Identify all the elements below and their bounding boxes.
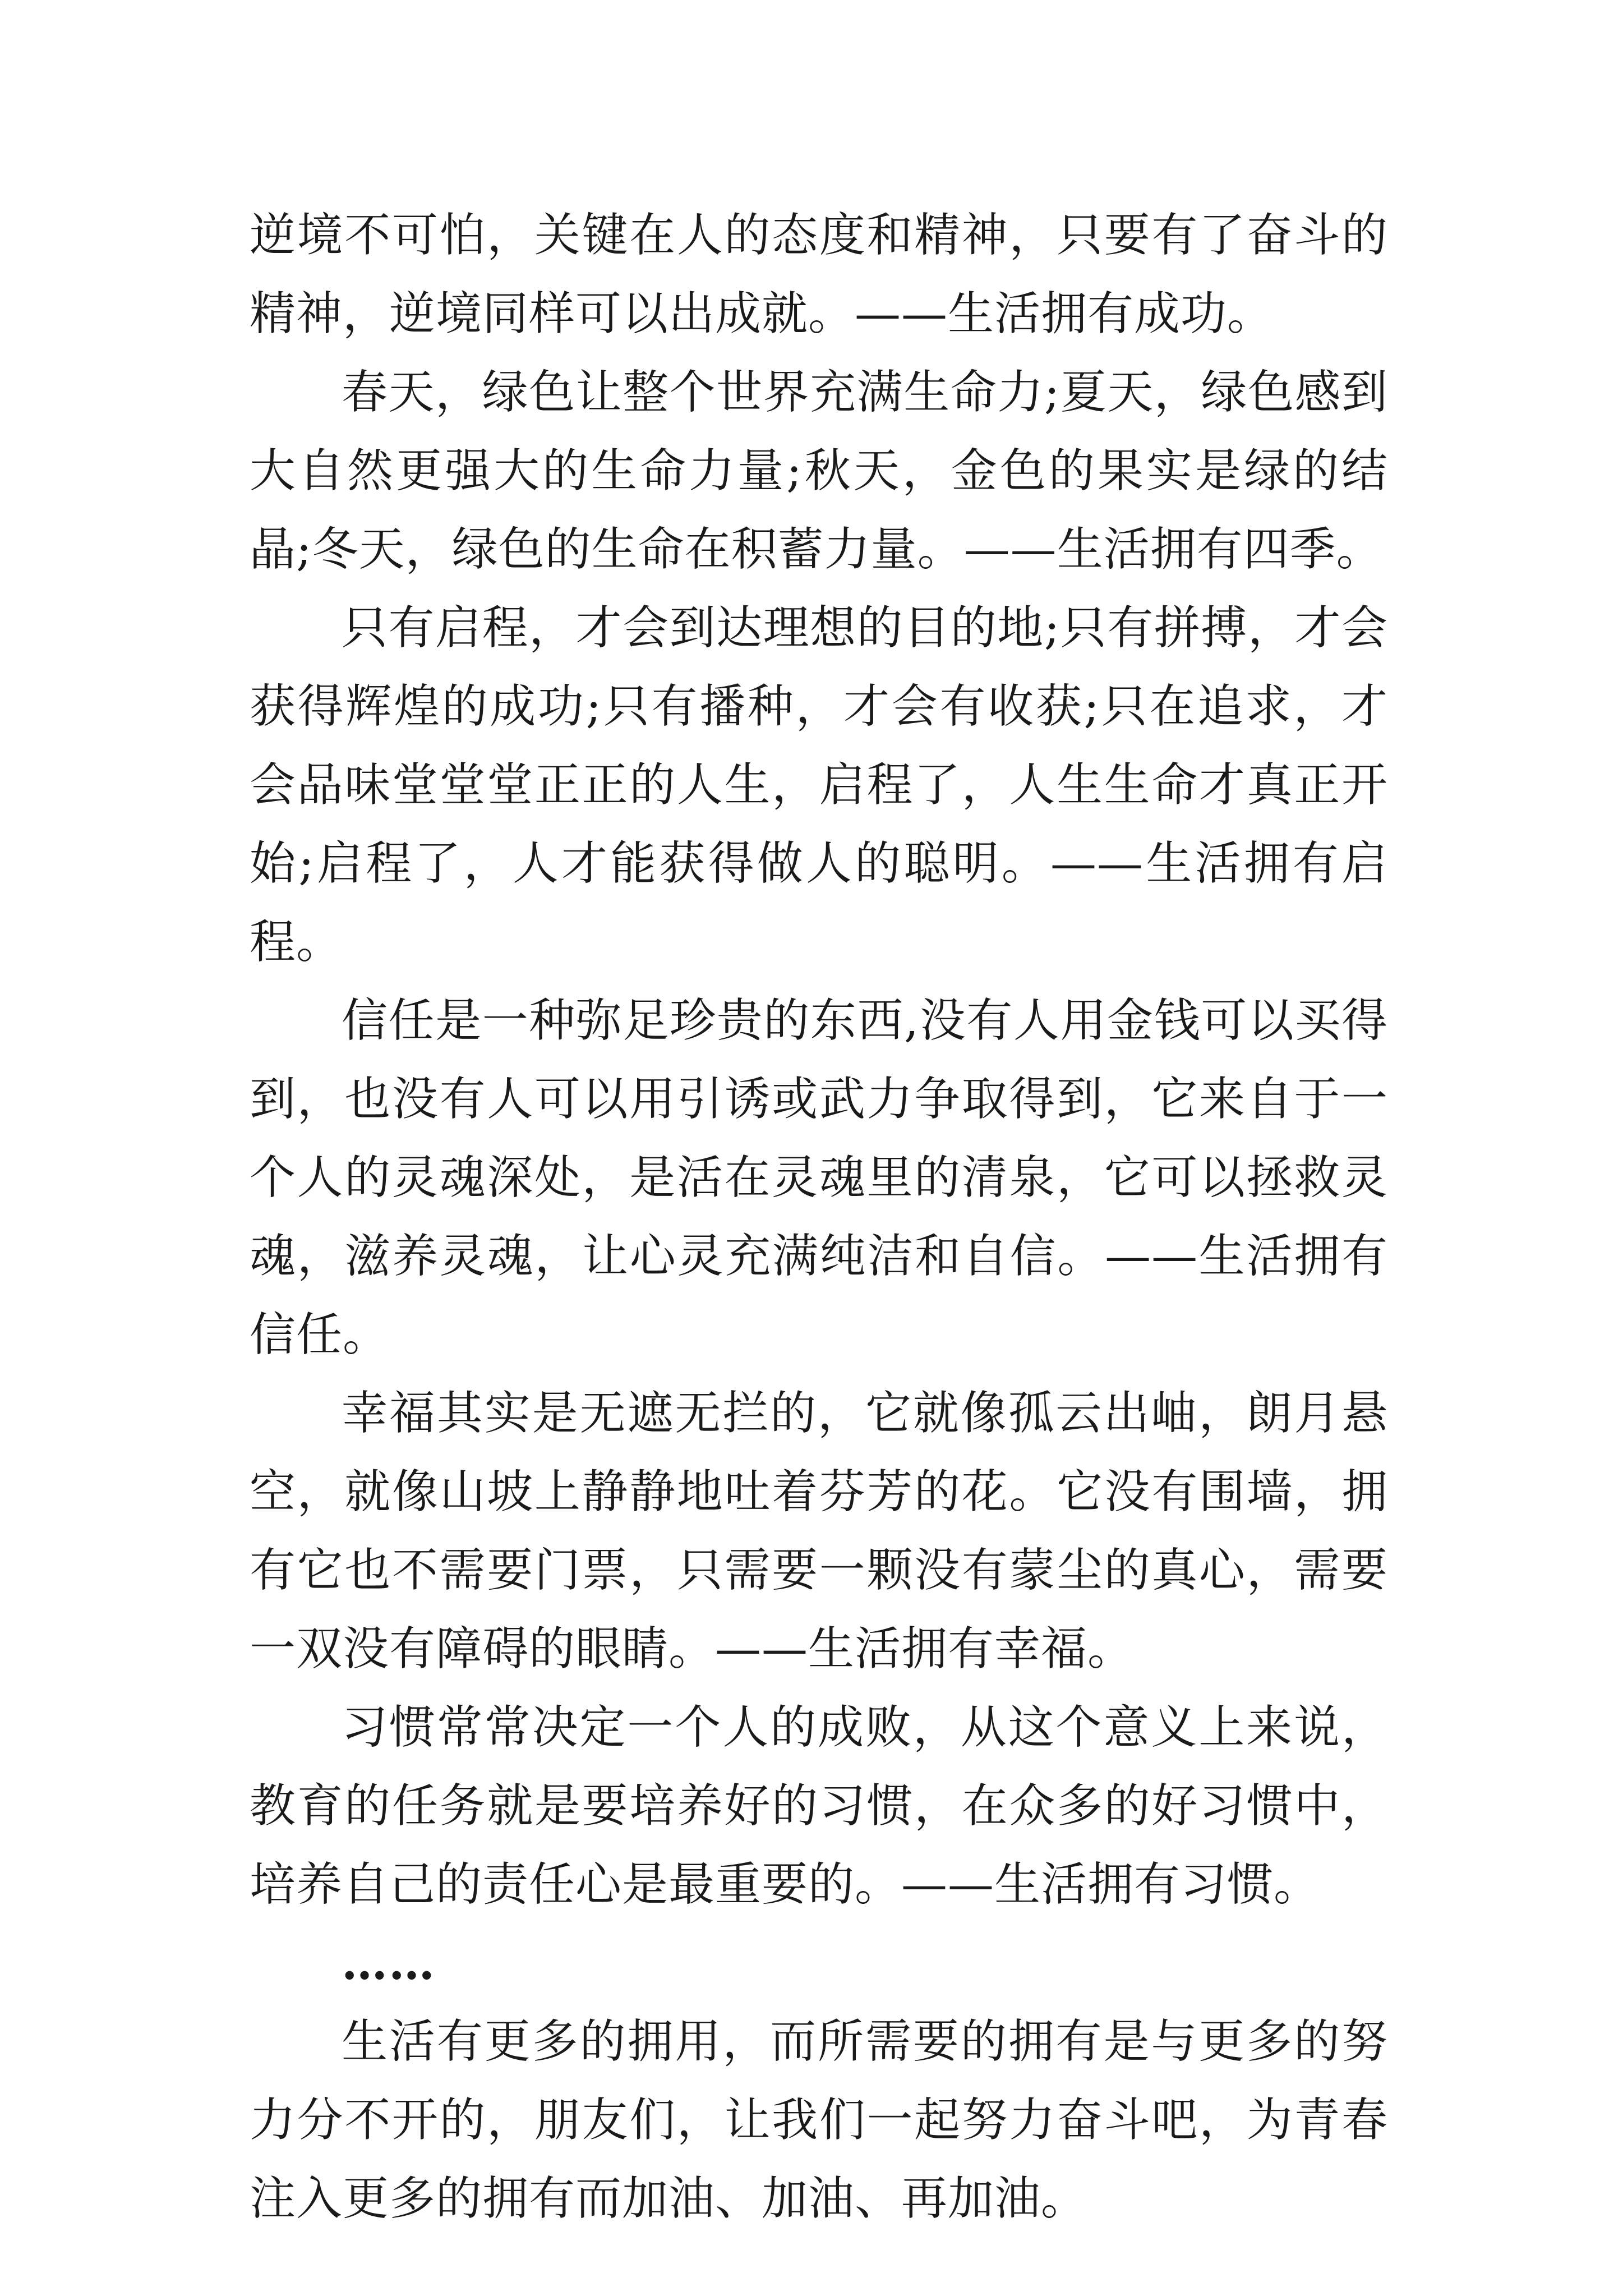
paragraph-habits: 习惯常常决定一个人的成败，从这个意义上来说，教育的任务就是要培养好的习惯，在众多的好习惯中，培养自己的责任心是最重要的。——生活拥有习惯。: [250, 1701, 1388, 1911]
paragraph-happiness: 幸福其实是无遮无拦的，它就像孤云出岫，朗月悬空，就像山坡上静静地吐着芬芳的花。它没有围墙，拥有它也不需要门票，只需要一颗没有蒙尘的真心，需要一双没有障碍的眼睛。——生活拥有幸福。: [250, 1387, 1388, 1676]
document-body: [250, 196, 1388, 2238]
ellipsis: ……: [342, 1936, 436, 1990]
paragraph-closing: 生活有更多的拥用，而所需要的拥有是与更多的努力分不开的，朋友们，让我们一起努力奋斗吧，为青春注入更多的拥有而加油、加油、再加油。: [250, 2015, 1388, 2225]
paragraph-success: 逆境不可怕，关键在人的态度和精神，只要有了奋斗的精神，逆境同样可以出成就。——生活拥有成功。: [250, 209, 1388, 341]
paragraph-seasons: 春天，绿色让整个世界充满生命力;夏天，绿色感到大自然更强大的生命力量;秋天，金色的果实是绿的结晶;冬天，绿色的生命在积蓄力量。——生活拥有四季。: [250, 366, 1388, 576]
paragraph-journey: 只有启程，才会到达理想的目的地;只有拼搏，才会获得辉煌的成功;只有播种，才会有收获;只在追求，才会品味堂堂堂正正的人生，启程了，人生生命才真正开始;启程了，人才能获得做人的聪明。——生活拥有启程。: [250, 601, 1388, 969]
paragraph-trust: 信任是一种弥足珍贵的东西,没有人用金钱可以买得到，也没有人可以用引诱或武力争取得到，它来自于一个人的灵魂深处，是活在灵魂里的清泉，它可以拯救灵魂，滋养灵魂，让心灵充满纯洁和自信。——生活拥有信任。: [250, 994, 1388, 1361]
